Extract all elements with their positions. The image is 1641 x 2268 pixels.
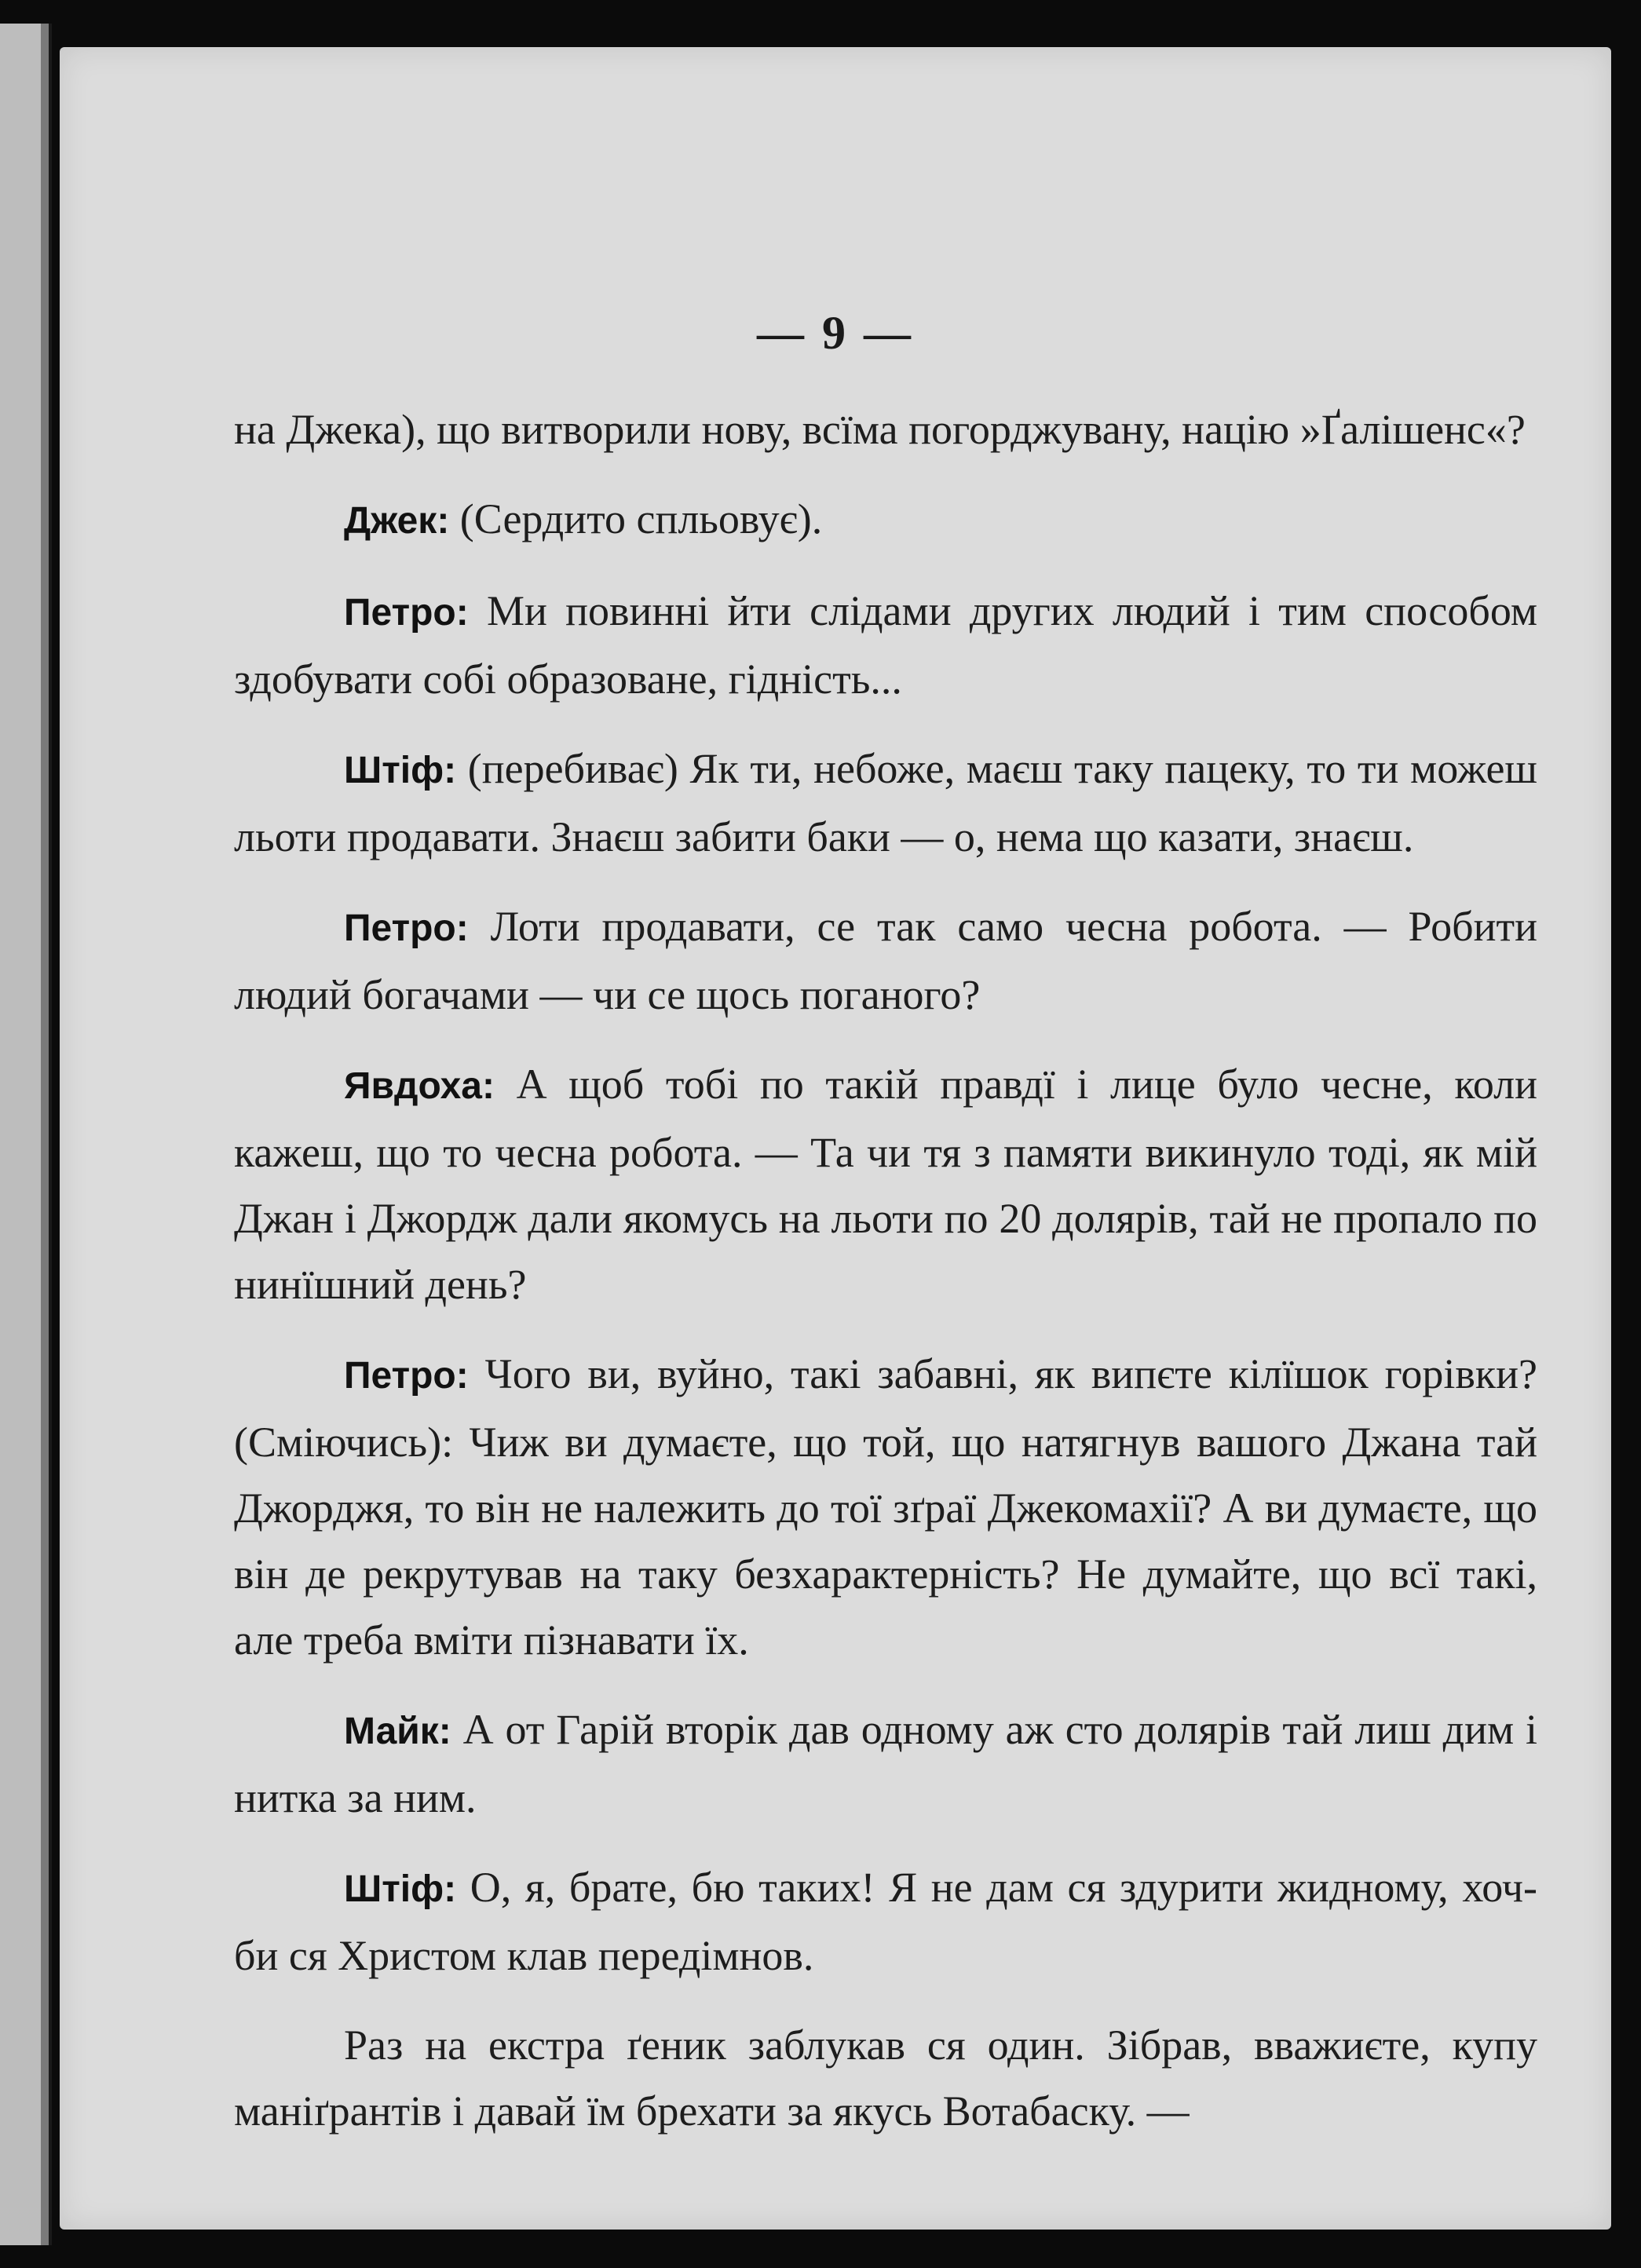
dialogue-text: О, я, брате, бю таких! Я не дам ся здурити жидному, хоч-би ся Христом клав передімнов. (234, 1864, 1538, 1979)
dialogue-text: А от Гарій вторік дав одному аж сто долярів тай лиш дим і нитка за ним. (234, 1706, 1537, 1821)
dialogue-line (234, 736, 1537, 870)
document-page (60, 47, 1611, 2230)
dialogue-line (234, 893, 1537, 1028)
dialogue-line (234, 486, 1537, 554)
book-gutter (41, 24, 49, 2245)
dialogue-text: (Сердито спльовує). (459, 495, 823, 542)
speaker-name: Джек: (344, 500, 450, 542)
speaker-name: Штіф: (344, 1868, 457, 1910)
previous-page-edge (0, 24, 52, 2245)
dialogue-line (234, 578, 1537, 712)
dialogue-text: Ми повинні йти слідами других людий і тим способом здобувати собі образоване, гідність... (234, 587, 1537, 703)
speaker-name: Петро: (344, 908, 469, 949)
dialogue-line (234, 1051, 1537, 1317)
page-number: — 9 — (757, 307, 914, 359)
dialogue-line (234, 1696, 1537, 1831)
speaker-name: Штіф: (344, 750, 457, 791)
dialogue-line (234, 1854, 1537, 1989)
dialogue-text: Чого ви, вуйно, такі забавні, як випєте кілїшок горівки? (Сміючись): Чиж ви думаєте, що той, що натягнув вашого Джана тай Джорджя, то він не належить до тої зґраї Джекомахії? А ви думаєте, що він де рекрутував на таку безхарактерність? Не думайте, що всї такі, але треба вміти пізнавати їх. (234, 1350, 1538, 1664)
dialogue-text: Лоти продавати, се так само чесна робота. — Робити людий богачами — чи се щось поганого? (234, 903, 1538, 1018)
speaker-name: Майк: (344, 1711, 451, 1752)
speaker-name: Петро: (344, 1355, 469, 1397)
speaker-name: Явдоха: (344, 1065, 495, 1107)
dialogue-line (234, 1341, 1537, 1673)
dialogue-text: (перебиває) Як ти, небоже, маєш таку пацеку, то ти можеш льоти продавати. Знаєш забити баки — о, нема що казати, знаєш. (234, 745, 1538, 860)
dialogue-text: А щоб тобі по такій правдї і лице було чесне, коли кажеш, що то чесна робота. — Та чи тя з памяти викинуло тоді, як мій Джан і Джордж дали якомусь на льоти по 20 долярів, тай не пропало по нинїшний день? (234, 1061, 1537, 1308)
speaker-name: Петро: (344, 592, 469, 634)
paragraph (234, 2012, 1537, 2144)
page-body (234, 396, 1537, 2168)
paragraph-text: Раз на екстра ґеник заблукав ся один. Зібрав, вважиєте, купу маніґрантів і давай їм брехати за якусь Вотабаску. — (234, 2021, 1537, 2135)
paragraph-text: на Джека), що витворили нову, всїма погорджувану, націю »Ґалішенс«? (234, 406, 1526, 453)
paragraph (234, 396, 1537, 462)
